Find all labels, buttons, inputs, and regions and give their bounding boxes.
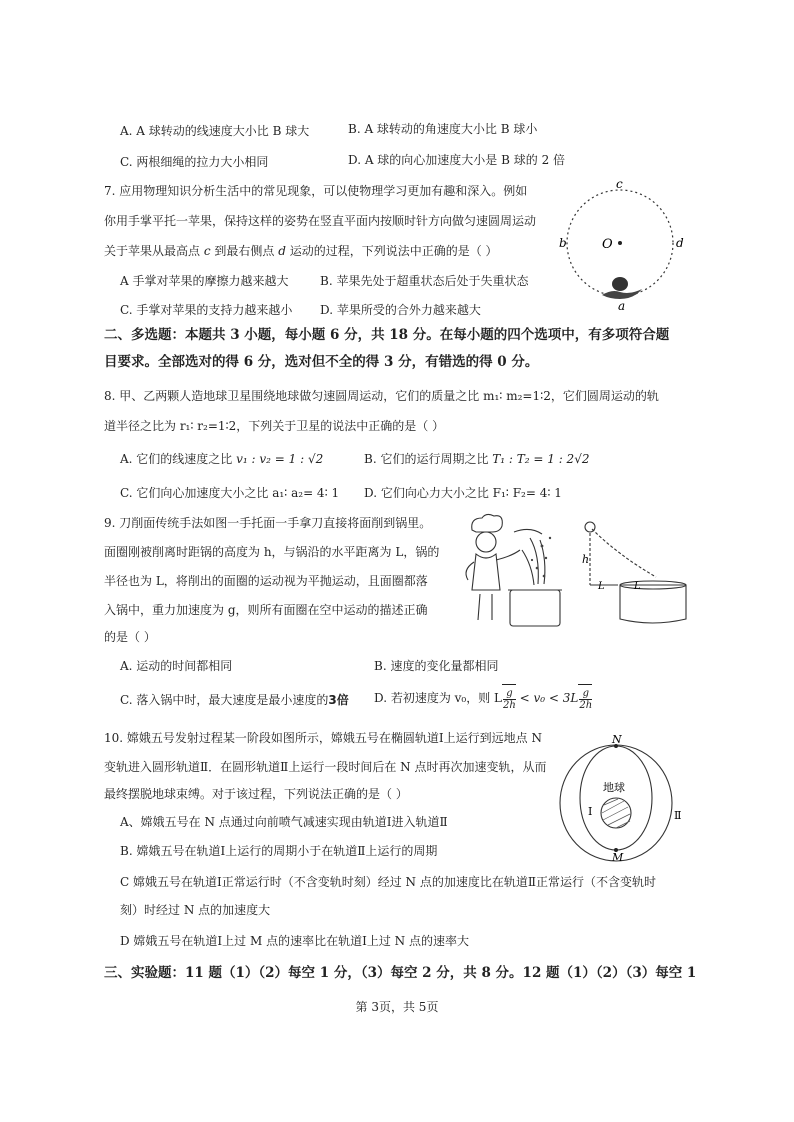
q9-frac-den-2: 2h xyxy=(579,700,593,711)
q10-figure-label-n: N xyxy=(612,733,622,746)
q10-stem-line2: 变轨进入圆形轨道Ⅱ．在圆形轨道Ⅱ上运行一段时间后在 N 点时再次加速变轨，从而 xyxy=(104,760,547,774)
q7-circular-motion-figure xyxy=(550,175,690,315)
q9-stem-line4: 入锅中，重力加速度为 g，则所有面圈在空中运动的描述正确 xyxy=(104,603,428,617)
q7-option-b: B. 苹果先处于超重状态后处于失重状态 xyxy=(320,274,529,288)
section2-heading-line2: 目要求。全部选对的得 6 分，选对但不全的得 3 分，有错选的得 0 分。 xyxy=(104,354,539,370)
q7-figure-center-label: O xyxy=(602,237,613,252)
q7-stem-line1: 7. 应用物理知识分析生活中的常见现象，可以使物理学习更加有趣和深入。例如 xyxy=(104,184,528,198)
chef-cutting-noodles-illustration xyxy=(452,510,572,640)
q10-figure-label-orbit2: Ⅱ xyxy=(674,809,682,822)
q8-option-c: C. 它们向心加速度大小之比 a₁∶ a₂= 4∶ 1 xyxy=(120,486,340,500)
apple-on-hand-icon xyxy=(602,277,642,299)
q10-option-a: A、嫦娥五号在 N 点通过向前喷气减速实现由轨道Ⅰ进入轨道Ⅱ xyxy=(120,815,448,829)
q7-figure-label-a: a xyxy=(618,299,626,313)
page-footer: 第 3页，共 5页 xyxy=(355,1000,439,1014)
q9-figure-label-l1: L xyxy=(598,581,605,592)
q8-option-b: B. 它们的运行周期之比 T₁ : T₂ = 1 : 2√2 xyxy=(364,452,590,466)
q8-stem-line2: 道半径之比为 r₁∶ r₂=1∶2，下列关于卫星的说法中正确的是（ ） xyxy=(104,419,445,433)
q10-stem-line1: 10. 嫦娥五号发射过程某一阶段如图所示，嫦娥五号在椭圆轨道Ⅰ上运行到远地点 N xyxy=(104,731,542,745)
q7-figure-label-c: c xyxy=(616,177,623,191)
chef-hat-icon xyxy=(472,514,503,532)
q7-option-a: A 手掌对苹果的摩擦力越来越大 xyxy=(120,274,289,288)
q10-figure-label-earth: 地球 xyxy=(603,781,625,794)
q10-option-b: B. 嫦娥五号在轨道Ⅰ上运行的周期小于在轨道Ⅱ上运行的周期 xyxy=(120,844,438,858)
q8-stem-line1: 8. 甲、乙两颗人造地球卫星围绕地球做匀速圆周运动，它们的质量之比 m₁∶ m₂=1∶2，它们圆周运动的轨 xyxy=(104,389,659,403)
q7-option-d: D. 苹果所受的合外力越来越大 xyxy=(320,303,481,317)
q8-option-d: D. 它们向心力大小之比 F₁∶ F₂= 4∶ 1 xyxy=(364,486,562,500)
q9-stem-line5: 的是（ ） xyxy=(104,630,156,644)
q9-figure-label-h: h xyxy=(582,553,590,566)
section2-heading-line1: 二、多选题：本题共 3 小题，每小题 6 分，共 18 分。在每小题的四个选项中，有多项符合题 xyxy=(104,327,670,343)
q9-option-b: B. 速度的变化量都相同 xyxy=(374,659,499,673)
q10-option-d: D 嫦娥五号在轨道Ⅰ上过 M 点的速率比在轨道Ⅰ上过 N 点的速率大 xyxy=(120,934,469,948)
q10-figure-label-orbit1: Ⅰ xyxy=(588,805,593,818)
q9-stem-line2: 面圈刚被削离时距锅的高度为 h，与锅沿的水平距离为 L，锅的 xyxy=(104,545,440,559)
q9-frac-num-2: g xyxy=(579,688,592,700)
q7-stem-line3: 关于苹果从最高点 c 到最右侧点 d 运动的过程，下列说法中正确的是（ ） xyxy=(104,244,498,258)
q7-stem-line2: 你用手掌平托一苹果，保持这样的姿势在竖直平面内按顺时针方向做匀速圆周运动 xyxy=(104,214,537,228)
q6-option-b: B. A 球转动的角速度大小比 B 球小 xyxy=(348,122,538,136)
q9-option-c: C. 落入锅中时，最大速度是最小速度的3倍 xyxy=(120,693,349,707)
q9-option-d: D. 若初速度为 v₀，则 L $\frac{g}{2h}$ < v₀ < 3L $\frac{g}{2h}$ xyxy=(374,684,592,713)
q7-figure-label-b: b xyxy=(559,236,567,250)
section3-heading: 三、实验题：11 题（1）（2）每空 1 分，（3）每空 2 分，共 8 分。12 题（1）（2）（3）每空 1 xyxy=(104,965,697,981)
q7-option-c: C. 手掌对苹果的支持力越来越小 xyxy=(120,303,293,317)
q10-option-c-line1: C 嫦娥五号在轨道Ⅰ正常运行时（不含变轨时刻）经过 N 点的加速度比在轨道Ⅱ正常运行（不含变轨时 xyxy=(120,875,657,889)
q10-figure-label-m: M xyxy=(612,851,624,863)
q9-option-a: A. 运动的时间都相同 xyxy=(120,659,233,673)
q6-option-a: A. A 球转动的线速度大小比 B 球大 xyxy=(120,124,310,138)
q10-orbit-diagram xyxy=(548,733,698,863)
q9-stem-line1: 9. 刀削面传统手法如图一手托面一手拿刀直接将面削到锅里。 xyxy=(104,516,432,530)
q8-option-a: A. 它们的线速度之比 v₁ : v₂ = 1 : √2 xyxy=(120,452,324,466)
q7-figure-label-d: d xyxy=(676,236,684,250)
q9-stem-line3: 半径也为 L，将削出的面圈的运动视为平抛运动，且面圈都落 xyxy=(104,574,428,588)
q10-option-c-line2: 刻）时经过 N 点的加速度大 xyxy=(120,903,271,917)
q6-option-c: C. 两根细绳的拉力大小相同 xyxy=(120,155,269,169)
q9-figure-label-l2: L xyxy=(634,581,641,592)
q6-option-d: D. A 球的向心加速度大小是 B 球的 2 倍 xyxy=(348,153,566,167)
q9-projectile-diagram xyxy=(578,515,713,640)
q10-stem-line3: 最终摆脱地球束缚。对于该过程，下列说法正确的是（ ） xyxy=(104,787,408,801)
